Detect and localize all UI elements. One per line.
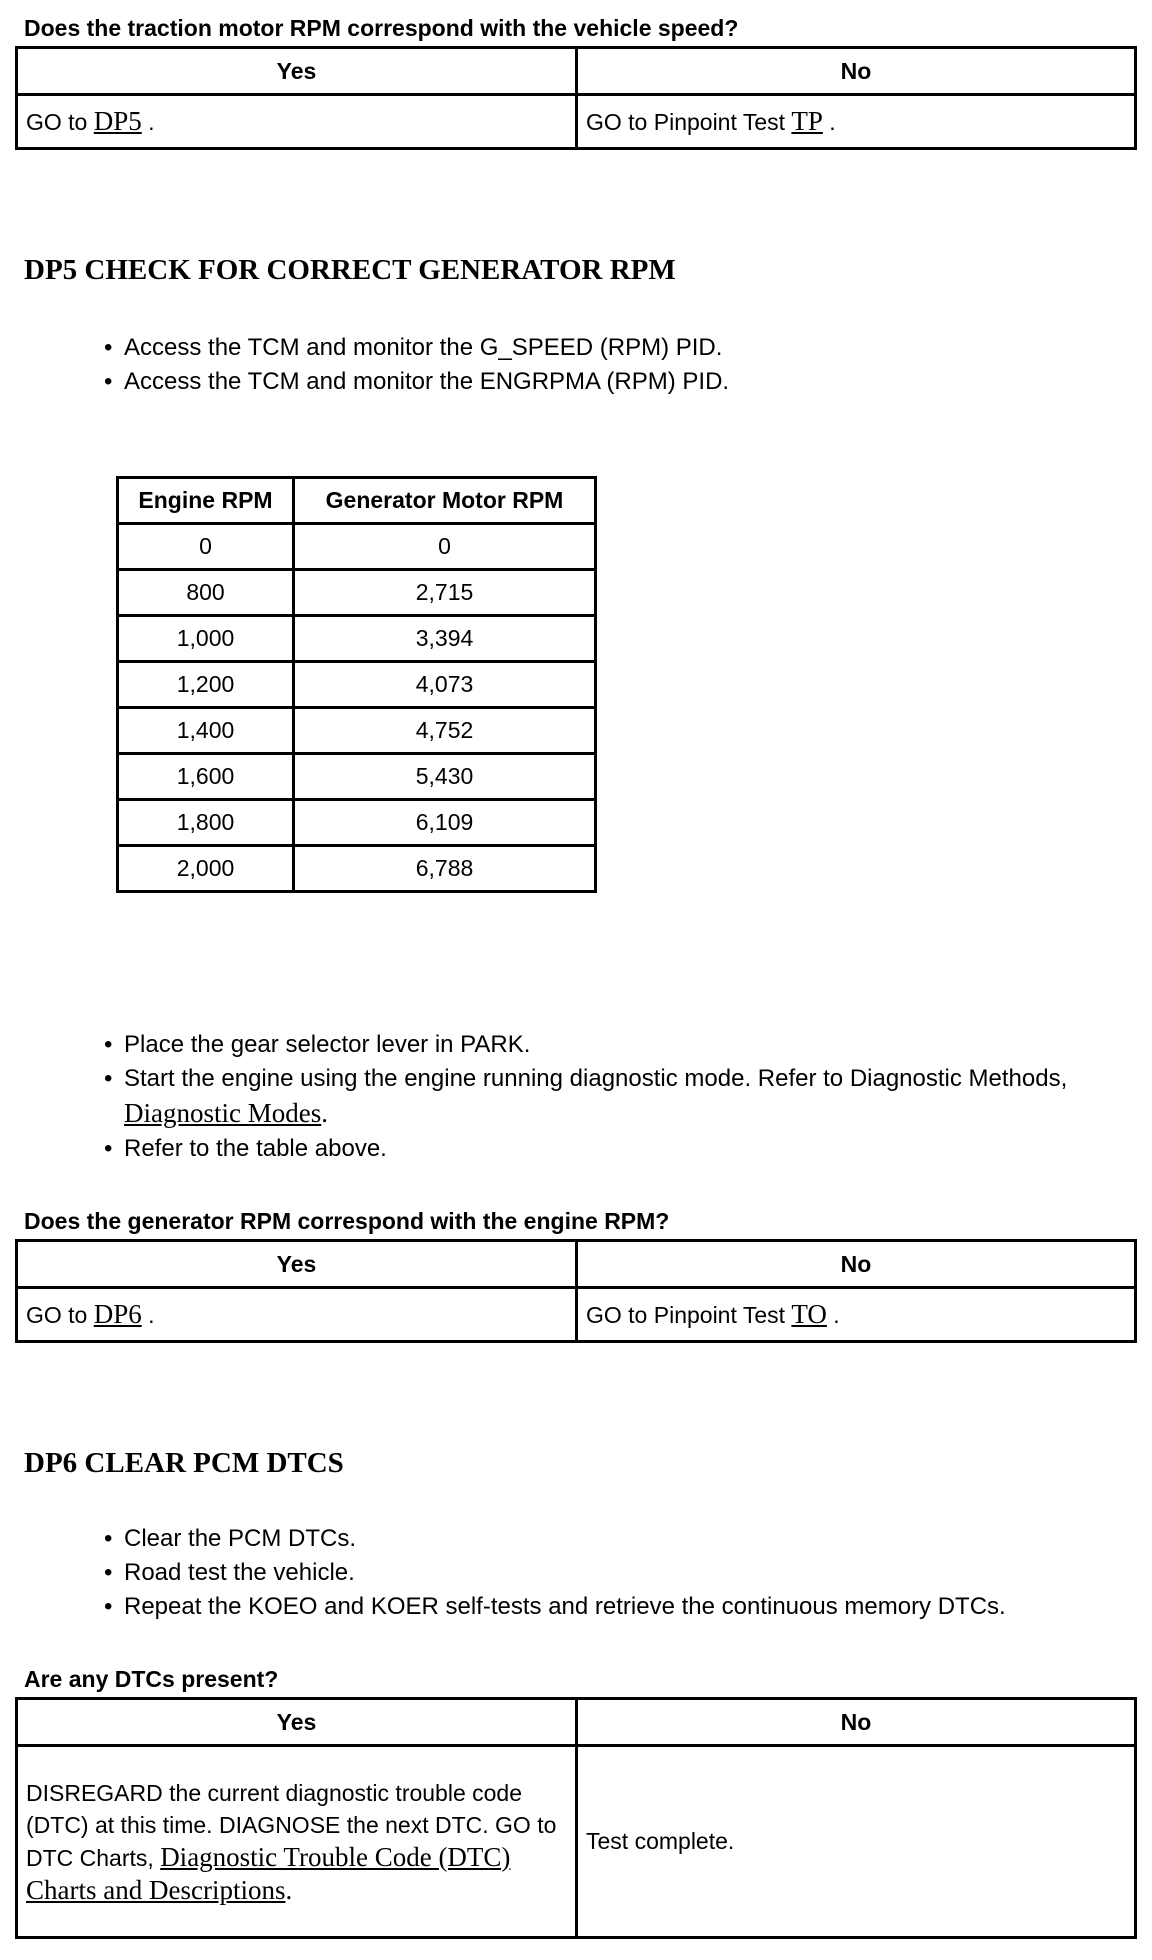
engine-rpm-cell: 1,400 (118, 708, 294, 754)
no-text: GO to Pinpoint Test (586, 1302, 792, 1328)
engine-rpm-cell: 0 (118, 524, 294, 570)
engine-rpm-header: Engine RPM (118, 478, 294, 524)
answer-table-traction-motor (15, 46, 1137, 150)
table-row (118, 846, 596, 892)
engine-rpm-cell: 1,800 (118, 800, 294, 846)
table-row (118, 754, 596, 800)
table-row (118, 662, 596, 708)
generator-rpm-cell: 6,788 (294, 846, 596, 892)
no-header: No (577, 1241, 1136, 1288)
question-generator-rpm: Does the generator RPM correspond with the engine RPM? (24, 1208, 670, 1234)
question-dtcs-present: Are any DTCs present? (24, 1666, 279, 1692)
yes-suffix: . (141, 1302, 155, 1328)
table-row (118, 616, 596, 662)
table-row (118, 570, 596, 616)
yes-text: DISREGARD the current diagnostic trouble code (DTC) at this time. DIAGNOSE the next DTC. GO to DTC Charts, (26, 1779, 557, 1871)
no-header: No (577, 1699, 1136, 1746)
list-item: • Road test the vehicle. (104, 1556, 1006, 1590)
generator-rpm-cell: 2,715 (294, 570, 596, 616)
list-item: • Repeat the KOEO and KOER self-tests and retrieve the continuous memory DTCs. (104, 1590, 1006, 1624)
yes-header: Yes (17, 1699, 577, 1746)
dp5-instructions (104, 331, 729, 399)
answer-table-generator (15, 1239, 1137, 1343)
yes-cell (17, 95, 577, 149)
rpm-table (116, 476, 597, 893)
heading-dp5: DP5 CHECK FOR CORRECT GENERATOR RPM (24, 254, 676, 286)
question-traction-motor-rpm: Does the traction motor RPM correspond with the vehicle speed? (24, 15, 739, 41)
link-dp5[interactable]: DP5 (93, 106, 142, 136)
engine-rpm-cell: 800 (118, 570, 294, 616)
link-tp[interactable]: TP (791, 106, 823, 136)
list-item: • Clear the PCM DTCs. (104, 1522, 1006, 1556)
link-dp6[interactable]: DP6 (93, 1299, 142, 1329)
no-cell (577, 95, 1136, 149)
engine-rpm-cell: 1,200 (118, 662, 294, 708)
engine-rpm-cell: 1,600 (118, 754, 294, 800)
table-row (118, 800, 596, 846)
list-item: • Refer to the table above. (104, 1132, 1104, 1166)
yes-text: GO to (26, 109, 94, 135)
list-item (104, 1062, 1104, 1132)
no-cell: Test complete. (577, 1746, 1136, 1938)
answer-table-dtcs (15, 1697, 1137, 1939)
generator-rpm-header: Generator Motor RPM (294, 478, 596, 524)
list-item: • Place the gear selector lever in PARK. (104, 1028, 1104, 1062)
link-to[interactable]: TO (791, 1299, 827, 1329)
yes-header: Yes (17, 1241, 577, 1288)
engine-rpm-cell: 2,000 (118, 846, 294, 892)
yes-suffix: . (285, 1874, 293, 1905)
no-suffix: . (826, 1302, 840, 1328)
no-header: No (577, 48, 1136, 95)
generator-rpm-cell: 4,073 (294, 662, 596, 708)
generator-rpm-cell: 3,394 (294, 616, 596, 662)
generator-rpm-cell: 6,109 (294, 800, 596, 846)
list-item: • Access the TCM and monitor the G_SPEED (RPM) PID. (104, 331, 729, 365)
no-suffix: . (822, 109, 836, 135)
step-text: Start the engine using the engine running diagnostic mode. Refer to Diagnostic Methods, (124, 1065, 1068, 1092)
no-text: GO to Pinpoint Test (586, 109, 792, 135)
heading-dp6: DP6 CLEAR PCM DTCS (24, 1447, 344, 1479)
generator-rpm-cell: 0 (294, 524, 596, 570)
generator-rpm-cell: 5,430 (294, 754, 596, 800)
yes-header: Yes (17, 48, 577, 95)
table-row (118, 524, 596, 570)
table-row (118, 708, 596, 754)
link-diagnostic-modes[interactable]: Diagnostic Modes (124, 1098, 322, 1128)
yes-cell (17, 1746, 577, 1938)
yes-suffix: . (141, 109, 155, 135)
dp6-instructions (104, 1522, 1006, 1624)
step-suffix: . (321, 1098, 328, 1128)
dp5-steps (104, 1028, 1104, 1166)
yes-cell (17, 1288, 577, 1342)
list-item: • Access the TCM and monitor the ENGRPMA (RPM) PID. (104, 365, 729, 399)
no-cell (577, 1288, 1136, 1342)
yes-text: GO to (26, 1302, 94, 1328)
generator-rpm-cell: 4,752 (294, 708, 596, 754)
engine-rpm-cell: 1,000 (118, 616, 294, 662)
link-dtc-charts[interactable]: Diagnostic Trouble Code (DTC) Charts and Descriptions (26, 1841, 511, 1905)
